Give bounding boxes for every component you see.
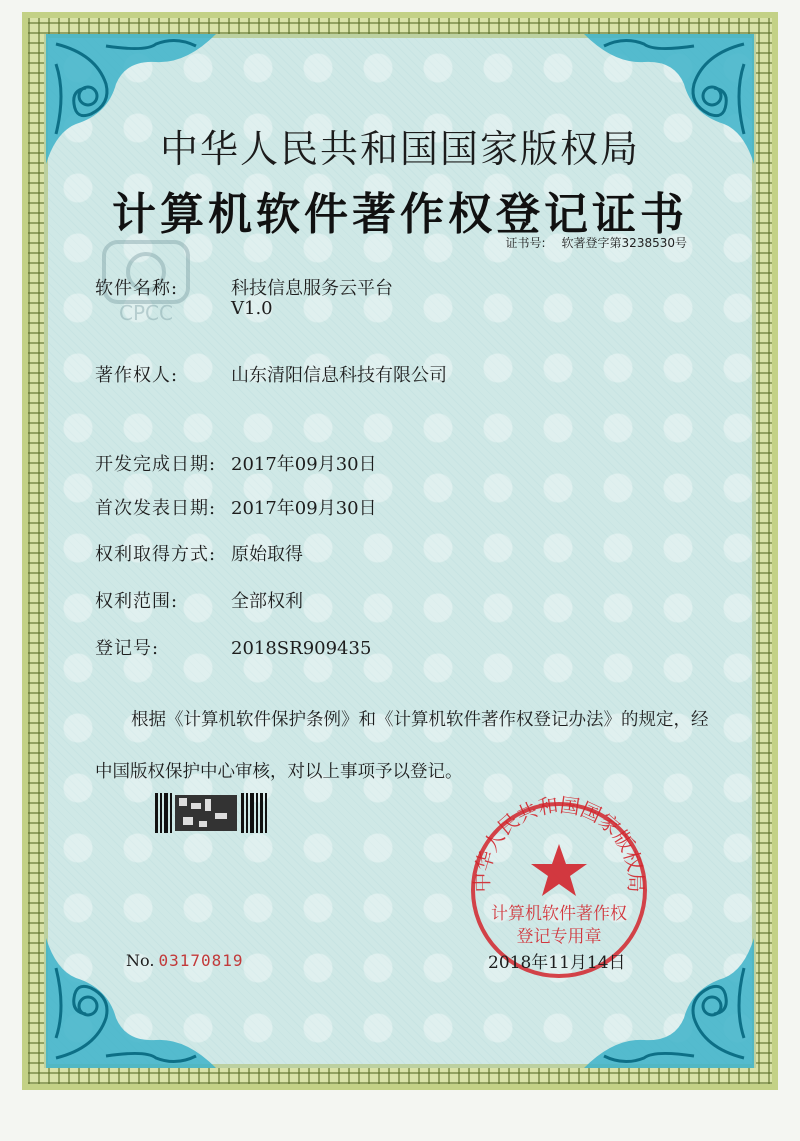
seal-line-2: 登记专用章 bbox=[516, 927, 602, 947]
field-dev-date bbox=[95, 450, 377, 476]
field-value: 原始取得 bbox=[231, 544, 303, 565]
certificate-number-label: 证书号: bbox=[505, 236, 546, 250]
field-software-name bbox=[95, 274, 393, 300]
field-first-pub-date bbox=[95, 494, 377, 520]
field-label: 首次发表日期: bbox=[95, 498, 217, 519]
field-label: 权利范围: bbox=[95, 591, 179, 612]
issue-date: 2018年11月14日 bbox=[488, 953, 626, 973]
seal-line-1: 计算机软件著作权 bbox=[491, 904, 627, 924]
field-scope bbox=[95, 587, 303, 613]
registration-statement: 根据《计算机软件保护条例》和《计算机软件著作权登记办法》的规定，经中国版权保护中心审核，对以上事项予以登记。 bbox=[95, 710, 709, 782]
field-label: 著作权人: bbox=[95, 365, 179, 386]
field-label: 开发完成日期: bbox=[95, 454, 217, 475]
seal-star-icon bbox=[531, 844, 587, 896]
field-label: 权利取得方式: bbox=[95, 544, 217, 565]
serial-label: No. bbox=[126, 951, 155, 970]
field-label: 软件名称: bbox=[95, 278, 179, 299]
serial-value: 03170819 bbox=[158, 951, 244, 970]
barcode bbox=[155, 793, 270, 833]
field-value: 2017年09月30日 bbox=[231, 498, 377, 519]
certificate-title: 计算机软件著作权登记证书 bbox=[112, 189, 688, 240]
field-acquisition bbox=[95, 540, 303, 566]
field-software-version bbox=[95, 298, 273, 319]
issuer-heading: 中华人民共和国国家版权局 bbox=[159, 127, 640, 171]
certificate-number bbox=[506, 234, 688, 251]
field-reg-no bbox=[95, 634, 371, 660]
seal-ring-text: 中华人民共和国国家版权局 bbox=[469, 792, 649, 893]
cpcc-logo-text: CPCC bbox=[119, 301, 173, 324]
field-value: 2017年09月30日 bbox=[231, 454, 377, 475]
serial-number bbox=[126, 951, 244, 970]
field-value: 全部权利 bbox=[231, 591, 303, 612]
software-version-value: V1.0 bbox=[231, 298, 273, 319]
field-value: 科技信息服务云平台 bbox=[231, 278, 393, 299]
certificate-number-value: 软著登字第3238530号 bbox=[561, 236, 687, 250]
field-copyright-owner bbox=[95, 361, 447, 387]
field-label: 登记号: bbox=[95, 638, 160, 659]
field-value: 2018SR909435 bbox=[231, 638, 372, 659]
field-value: 山东清阳信息科技有限公司 bbox=[231, 365, 447, 386]
